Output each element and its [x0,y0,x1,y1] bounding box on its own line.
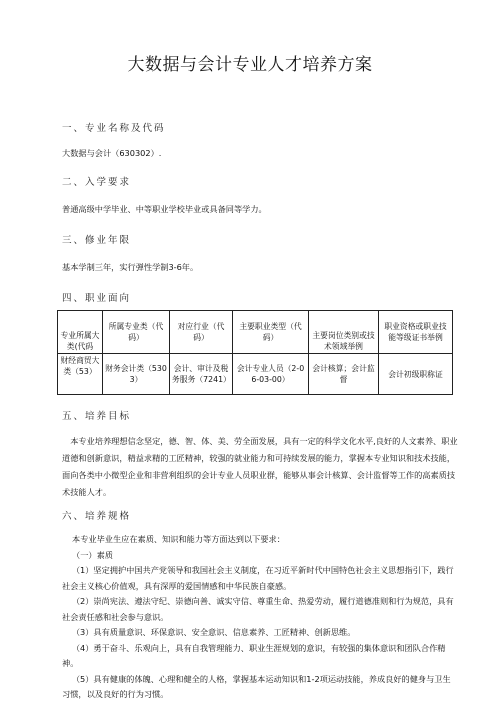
section-heading-1: 一、专业名称及代码 [62,123,166,134]
table-cell: 会计专业人员（2-06-03-00） [233,354,309,395]
header-cell: 专业所属大类(代码 [58,311,103,354]
major-name-code: 大数据与会计（630302）. [62,148,162,158]
header-cell: 主要职业类型（代码） [233,311,309,354]
table-cell: 会计初级职称证 [379,354,453,395]
document-title: 大数据与会计专业人才培养方案 [127,55,373,75]
list-item: （3）具有质量意识、环保意识、安全意识、信息素养、工匠精神、创新思维。 [71,627,356,637]
admission-requirement: 普通高级中学毕业、中等职业学校毕业或具备同等学力。 [62,204,267,214]
list-item: （1）坚定拥护中国共产党领导和我国社会主义制度，在习近平新时代中国特色社会主义思想指引下，践行社会主义核心价值观，具有深厚的爱国情感和中华民族自豪感。 [62,565,454,591]
spec-intro-text: 本专业毕业生应在素质、知识和能力等方面达到以下要求： [72,534,285,544]
header-cell: 对应行业（代码） [170,311,233,354]
career-table [57,310,453,395]
table-cell: 财务会计类（5303） [103,354,170,395]
study-duration: 基本学制三年，实行弹性学制3-6年。 [62,262,199,272]
quality-subheading: （一）素质 [72,549,113,560]
training-spec-intro [62,532,458,703]
list-item: （5）具有健康的体魄、心理和健全的人格，掌握基本运动知识和1-2项运动技能，养成良好的健身与卫生习惯，以及良好的行为习惯。 [62,673,451,699]
section-heading-2: 二、入学要求 [62,177,132,188]
table-cell: 财经商贸大类（53） [58,354,103,395]
training-objective: 本专业培养理想信念坚定，德、智、体、美、劳全面发展，具有一定的科学文化水平,良好的人文素养、职业道德和创新意识，精益求精的工匠精神，较强的就业能力和可持续发展的能力，掌握本专业知识和技术技能，面向各类中小微型企业和非营利组织的会计专业人员职业群，能够从事会计核算、会计监督等工作的高素质技术技能人才。 [62,436,458,497]
header-cell: 职业资格或职业技能等级证书举例 [379,311,453,354]
section-heading-5: 五、培养目标 [62,411,132,422]
list-item: （4）勇于奋斗、乐观向上，具有自我管理能力、职业生涯规划的意识，有较强的集体意识和团队合作精神。 [62,642,446,668]
list-item: （2）崇尚宪法、遵法守纪、崇德向善、诚实守信、尊重生命、热爱劳动，履行道德准则和行为规范，具有社会责任感和社会参与意识。 [62,596,454,622]
section-heading-6: 六、培养规格 [62,511,132,522]
table-row [58,354,453,395]
career-table-header-row [58,311,453,354]
header-cell: 所属专业类（代码） [103,311,170,354]
table-cell: 会计核算；会计监督 [309,354,379,395]
table-cell: 会计、审计及税务服务（7241） [170,354,233,395]
section-heading-3: 三、修业年限 [62,235,132,246]
section-heading-4: 四、职业面向 [62,293,132,304]
header-cell: 主要岗位类别或技术领域举例 [309,311,379,354]
